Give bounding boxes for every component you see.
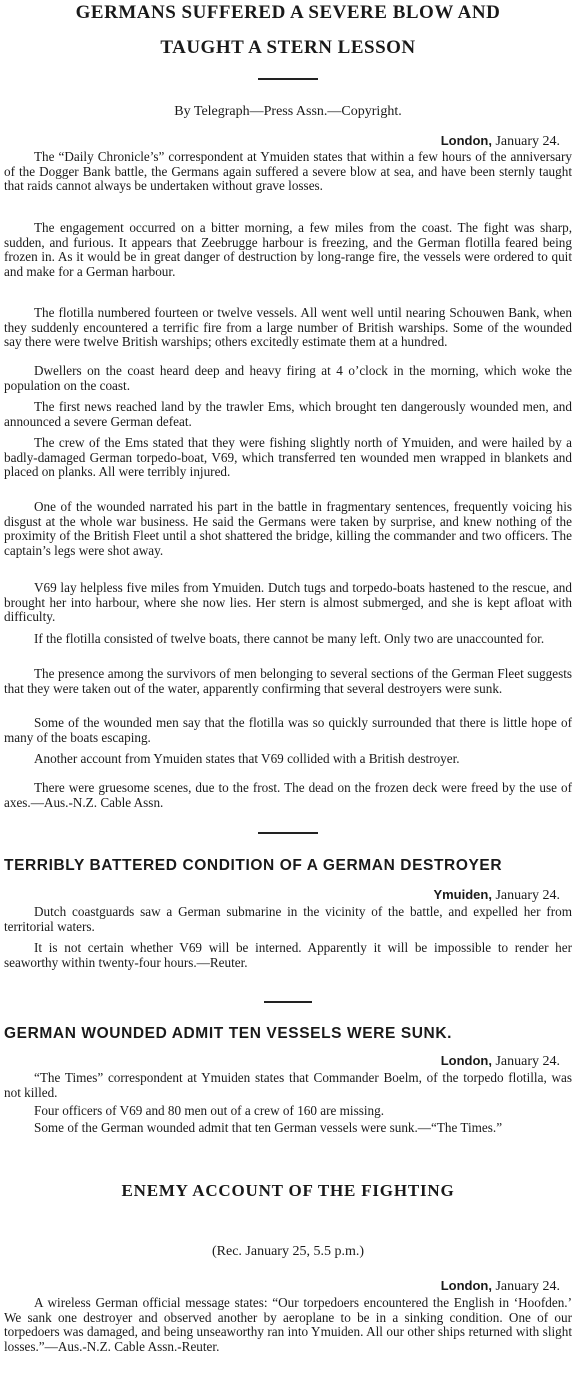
section-headline: GERMAN WOUNDED ADMIT TEN VESSELS WERE SUNK. bbox=[4, 1025, 453, 1042]
paragraph: The flotilla numbered fourteen or twelve vessels. All went well until nearing Schouwen Bank, when they suddenly encountered a terrific fire from a large number of British warships. Some of the wounded say there were twelve British warships; others excitedly estimate them at a hundred. bbox=[4, 305, 572, 349]
dateline bbox=[441, 1278, 560, 1295]
paragraph: Another account from Ymuiden states that V69 collided with a British destroyer. bbox=[34, 751, 460, 766]
section-headline: ENEMY ACCOUNT OF THE FIGHTING bbox=[121, 1181, 455, 1200]
dateline-date: January 24. bbox=[491, 1054, 560, 1069]
paragraph: “The Times” correspondent at Ymuiden states that Commander Boelm, of the torpedo flotilla, was not killed. bbox=[4, 1070, 572, 1100]
divider-rule bbox=[264, 1001, 312, 1003]
paragraph: One of the wounded narrated his part in the battle in fragmentary sentences, frequently voicing his disgust at the whole war business. He said the Germans were taken by surprise, and knew nothing of the proximity of the British Fleet until a shot shattered the bridge, killing the commander and two officers. The captain’s legs were shot away. bbox=[4, 499, 572, 558]
dateline-place: London, bbox=[440, 133, 492, 148]
received-note: (Rec. January 25, 5.5 p.m.) bbox=[211, 1244, 365, 1259]
paragraph: The “Daily Chronicle’s” correspondent at Ymuiden states that within a few hours of the anniversary of the Dogger Bank battle, the Germans again suffered a severe blow at sea, and have been sternly taught that raids cannot always be undertaken without grave losses. bbox=[4, 149, 572, 193]
paragraph: There were gruesome scenes, due to the frost. The dead on the frozen deck were freed by the use of axes.—Aus.-N.Z. Cable Assn. bbox=[4, 780, 572, 810]
paragraph: If the flotilla consisted of twelve boats, there cannot be many left. Only two are unaccounted for. bbox=[34, 631, 545, 646]
paragraph: The first news reached land by the trawler Ems, which brought ten dangerously wounded men, and announced a severe German defeat. bbox=[4, 399, 572, 429]
paragraph: The crew of the Ems stated that they were fishing slightly north of Ymuiden, and were hailed by a badly-damaged German torpedo-boat, V69, which transferred ten wounded men wrapped in blankets and placed on planks. All were terribly injured. bbox=[4, 435, 572, 479]
dateline-place: London, bbox=[440, 1053, 492, 1068]
dateline-place: Ymuiden, bbox=[433, 887, 492, 902]
paragraph: Some of the German wounded admit that ten German vessels were sunk.—“The Times.” bbox=[34, 1120, 503, 1135]
divider-rule bbox=[258, 832, 318, 834]
dateline bbox=[441, 133, 560, 150]
byline: By Telegraph—Press Assn.—Copyright. bbox=[174, 104, 402, 119]
paragraph: Dwellers on the coast heard deep and heavy firing at 4 o’clock in the morning, which woke the population on the coast. bbox=[4, 363, 572, 393]
paragraph: The engagement occurred on a bitter morning, a few miles from the coast. The fight was sharp, sudden, and furious. It appears that Zeebrugge harbour is freezing, and the German flotilla feared being frozen in. As it would be in great danger of destruction by long-range fire, the vessels were ordered to quit and make for a German harbour. bbox=[4, 220, 572, 279]
paragraph: A wireless German official message states: “Our torpedoers encountered the English in ‘Hoofden.’ We sank one destroyer and observed another by aeroplane to be in a sinking condition. One of our torpedoers was damaged, and being unseaworthy ran into Ymuiden. All our other ships returned with slight losses.”—Aus.-N.Z. Cable Assn.-Reuter. bbox=[4, 1295, 572, 1354]
section-headline: TERRIBLY BATTERED CONDITION OF A GERMAN DESTROYER bbox=[4, 857, 503, 874]
paragraph: Dutch coastguards saw a German submarine in the vicinity of the battle, and expelled her from territorial waters. bbox=[4, 904, 572, 934]
dateline bbox=[433, 887, 560, 904]
dateline-date: January 24. bbox=[491, 1279, 560, 1294]
paragraph: The presence among the survivors of men belonging to several sections of the German Fleet suggests that they were taken out of the water, apparently confirming that several destroyers were sunk. bbox=[4, 666, 572, 696]
paragraph: Four officers of V69 and 80 men out of a crew of 160 are missing. bbox=[34, 1103, 385, 1118]
divider-rule bbox=[258, 78, 318, 80]
dateline-date: January 24. bbox=[491, 888, 560, 903]
dateline-date: January 24. bbox=[491, 134, 560, 149]
paragraph: V69 lay helpless five miles from Ymuiden. Dutch tugs and torpedo-boats hastened to the rescue, and brought her into harbour, where she now lies. Her stern is almost submerged, and she is kept afloat with difficulty. bbox=[4, 580, 572, 624]
paragraph: Some of the wounded men say that the flotilla was so quickly surrounded that there is little hope of many of the boats escaping. bbox=[4, 715, 572, 745]
dateline bbox=[441, 1053, 560, 1070]
paragraph: It is not certain whether V69 will be interned. Apparently it will be impossible to render her seaworthy within twenty-four hours.—Reuter. bbox=[4, 940, 572, 970]
headline-line-1: GERMANS SUFFERED A SEVERE BLOW AND bbox=[75, 2, 501, 23]
dateline-place: London, bbox=[440, 1278, 492, 1293]
headline-line-2: TAUGHT A STERN LESSON bbox=[160, 37, 416, 58]
